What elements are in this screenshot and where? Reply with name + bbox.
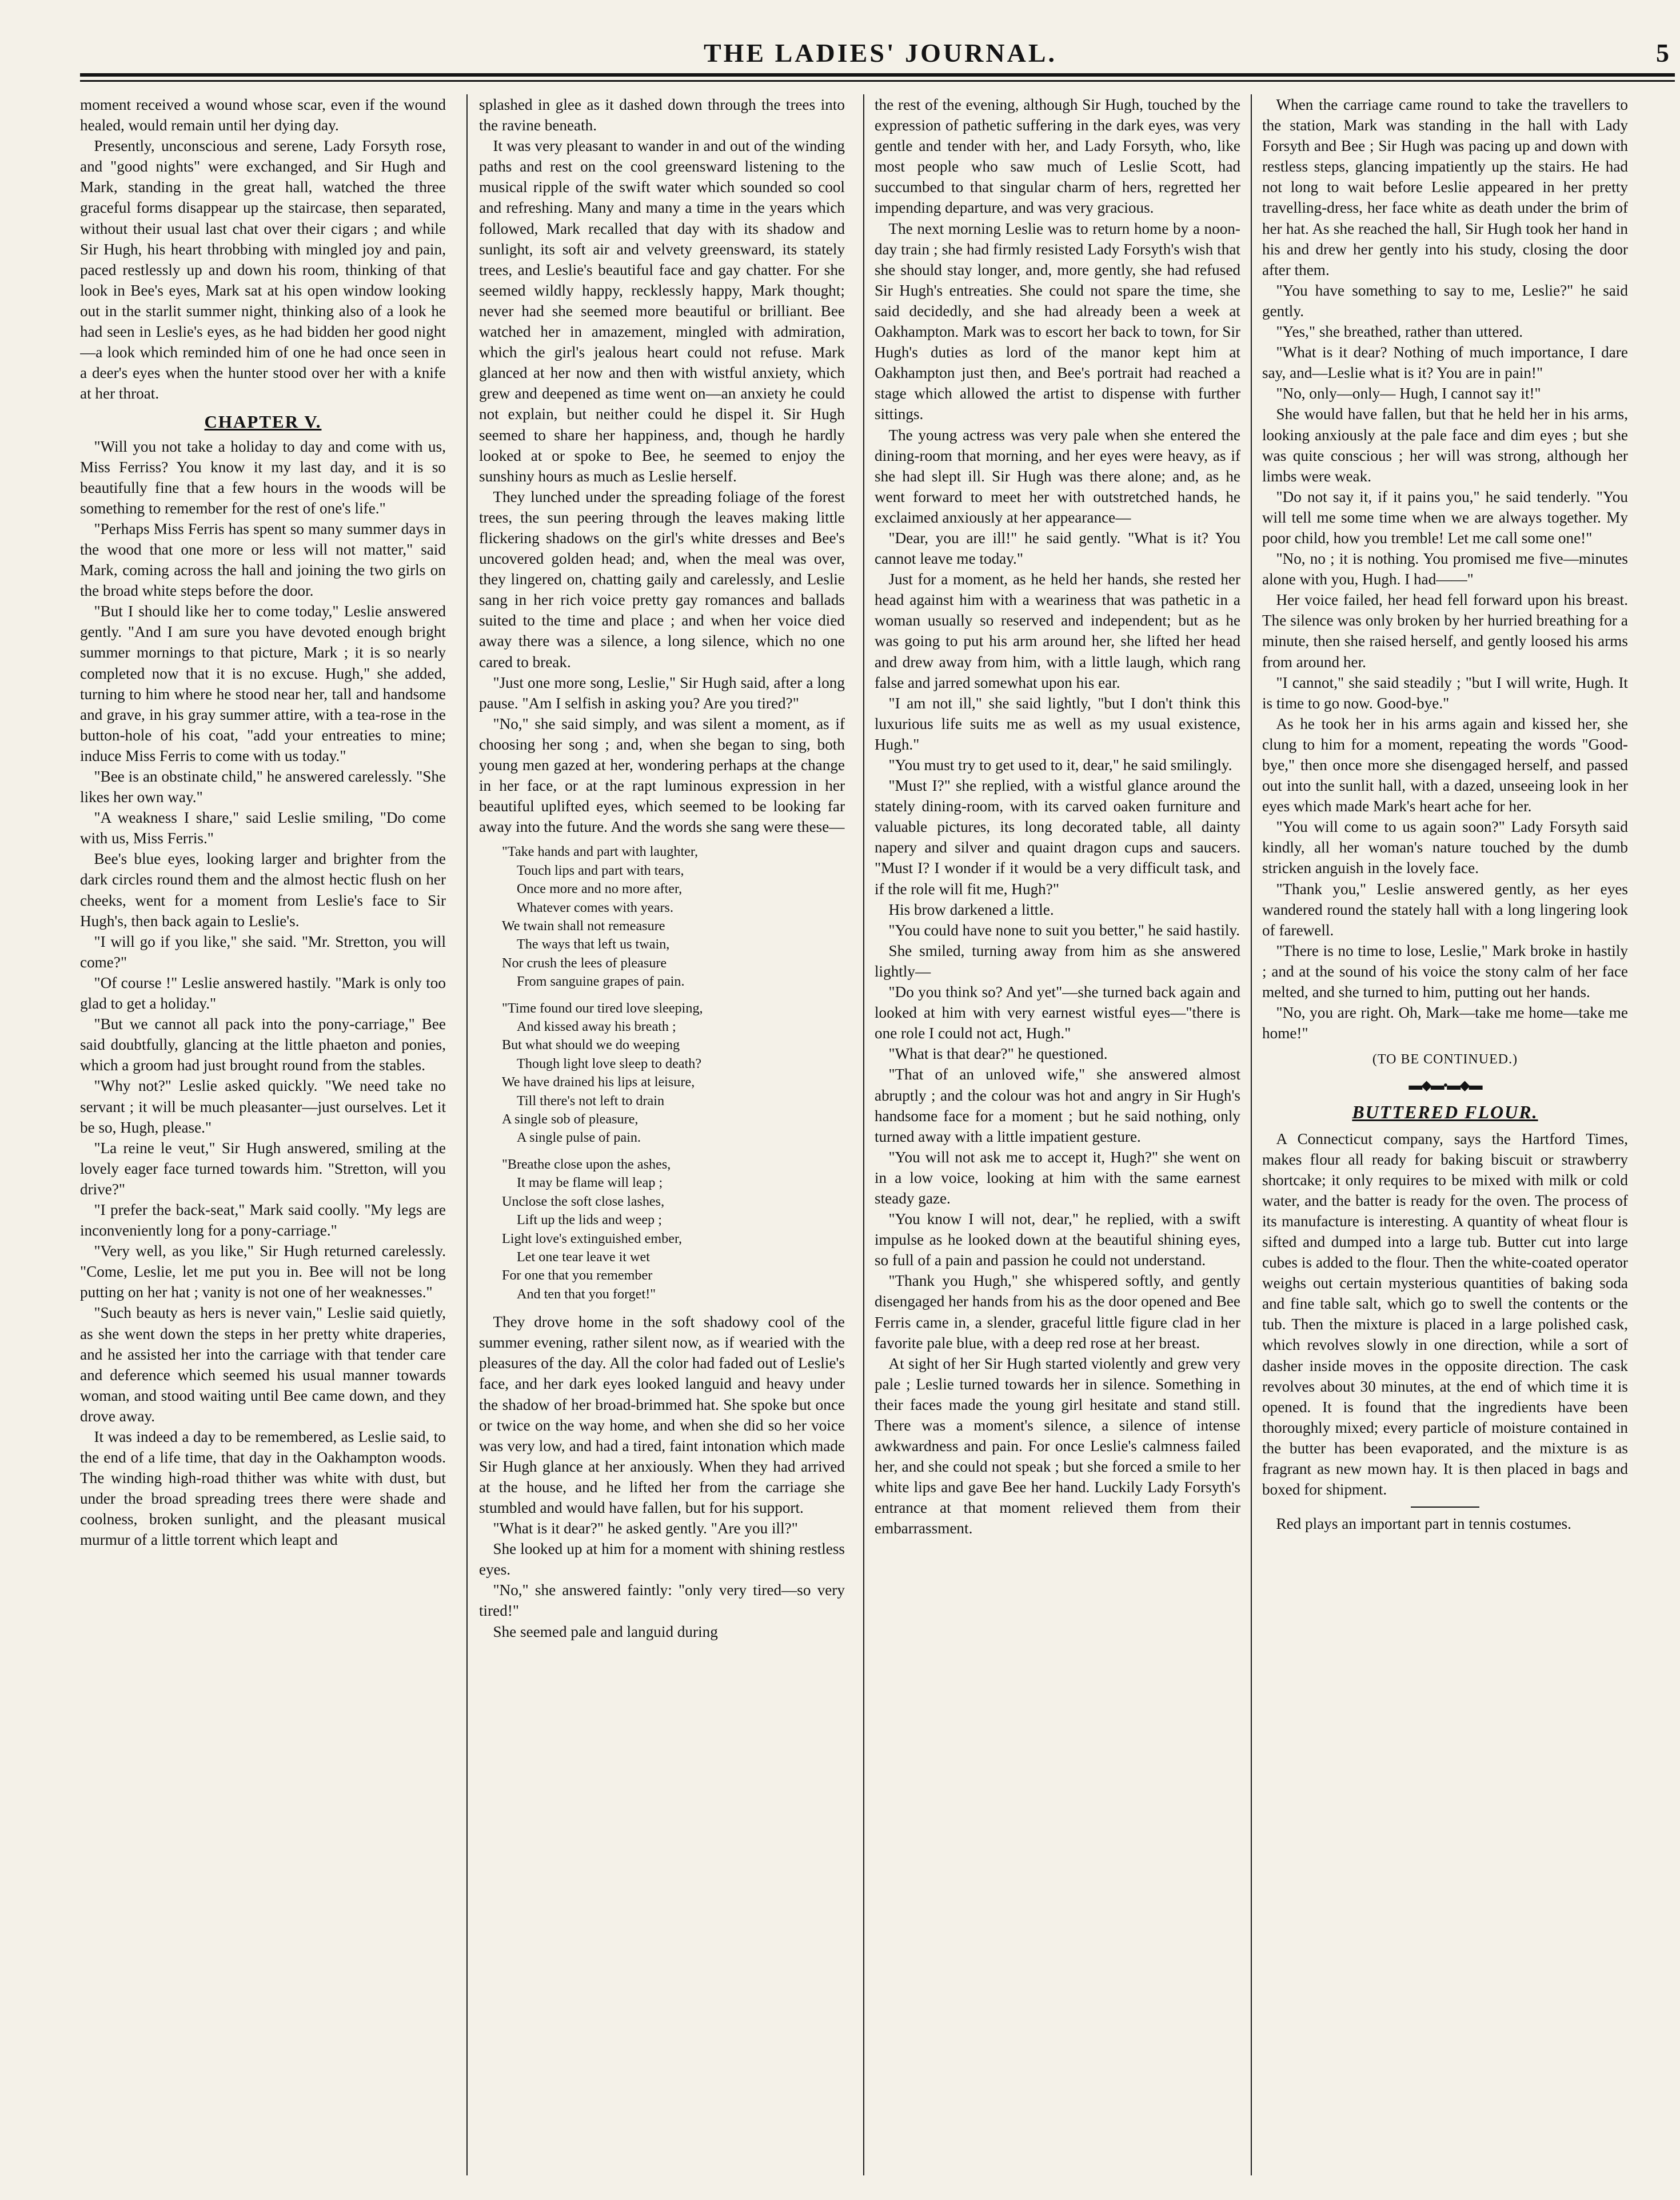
poem-stanza bbox=[502, 1155, 845, 1304]
column-2 bbox=[479, 94, 845, 2175]
paragraph: moment received a wound whose scar, even if the wound healed, would remain until her dying day. bbox=[80, 96, 446, 134]
paragraph: "You must try to get used to it, dear," he said smilingly. bbox=[888, 756, 1232, 774]
paragraph: It was very pleasant to wander in and out of the winding paths and rest on the cool greensward listening to the musical ripple of the swift water which sounded so cool and refreshing. Many and many a time in the years which followed, Mark recalled that day with its shadow and sunlight, its soft air and velvety greensward, its stately trees, and Leslie's beautiful face and gay chatter. For she seemed wildly happy, recklessly happy, Mark thought; never had she seemed more beautiful or brilliant. Bee watched her in amazement, mingled with admiration, which the girl's jealous heart could not refuse. Mark glanced at her now and then with wistful anxiety, which grew and deepened as time went on—an anxiety he could not explain, but neither could he dispel it. Sir Hugh seemed to share her happiness, and, though he hardly looked at or spoke to Bee, he seemed to enjoy the sunshiny hours as much as Leslie herself. bbox=[479, 137, 845, 485]
paragraph: "No, only—only— Hugh, I cannot say it!" bbox=[1276, 385, 1541, 402]
paragraph: "I will go if you like," she said. "Mr. Stretton, you will come?" bbox=[80, 932, 446, 971]
poem-line: A single sob of pleasure, bbox=[502, 1111, 639, 1127]
paragraph: "Do not say it, if it pains you," he said tenderly. "You will tell me some time when we are always together. My poor child, how you tremble! Let me call some one!" bbox=[1262, 488, 1628, 547]
poem-line: "Take hands and part with laughter, bbox=[502, 844, 699, 860]
paragraph: "No," she answered faintly: "only very tired—so very tired!" bbox=[479, 1581, 845, 1620]
paragraph: "Of course !" Leslie answered hastily. "Mark is only too glad to get a holiday." bbox=[80, 974, 446, 1013]
paragraph: They lunched under the spreading foliage of the forest trees, the sun peering through the leaves making little flickering shadows on the girl's white dresses and Bee's uncovered golden head; and, when the meal was over, they lingered on, chatting gaily and carelessly, and Leslie sang in her rich voice pretty gay romances and ballads suited to the time and place ; and when her voice died away there was a silence, a long silence, which no one cared to break. bbox=[479, 488, 845, 671]
paragraph: As he took her in his arms again and kissed her, she clung to him for a moment, repeating the words "Good-bye," then once more she disengaged herself, and passed out into the sunlit hall, with a dazed, unseeing look in her eyes which made Mark's heart ache for her. bbox=[1262, 715, 1628, 815]
poem-line: The ways that left us twain, bbox=[517, 936, 670, 952]
poem-line: Nor crush the lees of pleasure bbox=[502, 955, 667, 971]
journal-title: THE LADIES' JOURNAL. bbox=[703, 38, 1058, 67]
poem-line: Unclose the soft close lashes, bbox=[502, 1193, 665, 1209]
poem-line: "Time found our tired love sleeping, bbox=[502, 1000, 703, 1016]
header-rule-thick bbox=[80, 73, 1675, 77]
continuation-note: (TO BE CONTINUED.) bbox=[1372, 1052, 1518, 1067]
paragraph: "You will come to us again soon?" Lady Forsyth said kindly, all her woman's nature touched by the dumb stricken anguish in the lovely face. bbox=[1262, 818, 1628, 877]
poem bbox=[502, 843, 845, 1304]
column-divider bbox=[1251, 94, 1252, 2175]
paragraph: They drove home in the soft shadowy cool of the summer evening, rather silent now, as if wearied with the pleasures of the day. All the color had faded out of Leslie's face, and her dark eyes looked languid and heavy under the shadow of her broad-brimmed hat. She spoke but once or twice on the way home, and when she did so her voice was very low, and had a tired, faint intonation which made Sir Hugh glance at her anxiously. When they had arrived at the house, and he lifted her from the carriage she stumbled and would have fallen, but for his support. bbox=[479, 1313, 845, 1516]
paragraph: "You could have none to suit you better," he said hastily. bbox=[888, 921, 1240, 939]
paragraph: When the carriage came round to take the travellers to the station, Mark was standing in the hall with Lady Forsyth and Bee ; Sir Hugh was pacing up and down with restless steps, glancing impatiently up the stairs. He had not long to wait before Leslie appeared in her pretty travelling-dress, her face white as death under the brim of her hat. As she reached the hall, Sir Hugh took her hand in his and drew her gently into his study, closing the door after them. bbox=[1262, 96, 1628, 278]
paragraph: "There is no time to lose, Leslie," Mark broke in hastily ; and at the sound of his voice the stony calm of her face melted, and she turned to him, putting out her hands. bbox=[1262, 942, 1628, 1001]
paragraph: splashed in glee as it dashed down through the trees into the ravine beneath. bbox=[479, 96, 845, 134]
separator-rule bbox=[1411, 1506, 1479, 1508]
poem-line: Whatever comes with years. bbox=[517, 899, 674, 915]
paragraph: She looked up at him for a moment with shining restless eyes. bbox=[479, 1540, 845, 1579]
paragraph: Just for a moment, as he held her hands, she rested her head against him with a weariness that was pathetic in a woman usually so reserved and independent; but as he was going to put his arm around her, she lifted her head and drew away from him, with a little laugh, which rang false and jarred somewhat upon his ear. bbox=[875, 571, 1240, 691]
paragraph: The young actress was very pale when she entered the dining-room that morning, and her eyes were heavy, as if she had slept ill. Sir Hugh was there alone; and, as he went forward to meet her with outstretched hands, he exclaimed anxiously at her appearance— bbox=[875, 426, 1240, 526]
paragraph: "What is it dear?" he asked gently. "Are you ill?" bbox=[493, 1520, 798, 1537]
paragraph: "Yes," she breathed, rather than uttered. bbox=[1276, 323, 1523, 341]
paragraph: "I cannot," she said steadily ; "but I will write, Hugh. It is time to go now. Good-bye." bbox=[1262, 673, 1628, 712]
paragraph: "Do you think so? And yet"—she turned back again and looked at him with very earnest wistful eyes—"there is one role I could not act, Hugh." bbox=[875, 983, 1240, 1042]
paragraph: "No, no ; it is nothing. You promised me five—minutes alone with you, Hugh. I had——" bbox=[1262, 550, 1628, 588]
header-rule-thin bbox=[80, 80, 1675, 82]
paragraph: "Such beauty as hers is never vain," Leslie said quietly, as she went down the steps in her pretty white draperies, and he assisted her into the carriage with that tender care and deference which seemed his usual manner towards woman, and stood waiting until Bee came down, and they drove away. bbox=[80, 1304, 446, 1425]
paragraph: "Perhaps Miss Ferris has spent so many summer days in the wood that one more or less will not matter," said Mark, coming across the hall and joining the two girls on the broad white steps before the door. bbox=[80, 520, 446, 600]
poem-line: Let one tear leave it wet bbox=[517, 1249, 651, 1265]
paragraph: "I prefer the back-seat," Mark said coolly. "My legs are inconveniently long for a pony-carriage." bbox=[80, 1201, 446, 1240]
paragraph: "But we cannot all pack into the pony-carriage," Bee said doubtfully, glancing at the little phaeton and ponies, which a groom had just brought round from the stables. bbox=[80, 1015, 446, 1074]
paragraph: "A weakness I share," said Leslie smiling, "Do come with us, Miss Ferris." bbox=[80, 809, 446, 847]
paragraph: "No," she said simply, and was silent a moment, as if choosing her song ; and, when she began to sing, both young men gazed at her, wondering perhaps at the change in her face, or at the rapt luminous expression in her beautiful uplifted eyes, which seemed to be looking far away into the future. And the words she sang were these— bbox=[479, 715, 845, 836]
paragraph: "La reine le veut," Sir Hugh answered, smiling at the lovely eager face turned towards him. "Stretton, will you drive?" bbox=[80, 1139, 446, 1198]
paragraph: His brow darkened a little. bbox=[888, 900, 1054, 918]
paragraph: "Will you not take a holiday to day and come with us, Miss Ferriss? You know it my last day, and it is so beautifully fine that a few hours in the woods will be something to remember for the rest of one's life." bbox=[80, 437, 446, 517]
paragraph: "Bee is an obstinate child," he answered carelessly. "She likes her own way." bbox=[80, 768, 446, 806]
paragraph: "What is it dear? Nothing of much importance, I dare say, and—Leslie what is it? You are in pain!" bbox=[1262, 344, 1628, 382]
ornamental-rule: ▬◆▬•▬◆▬ bbox=[1408, 1078, 1482, 1094]
poem-line: We twain shall not remeasure bbox=[502, 918, 665, 934]
poem-line: It may be flame will leap ; bbox=[517, 1175, 663, 1191]
paragraph: She smiled, turning away from him as she answered lightly— bbox=[875, 942, 1240, 980]
paragraph: A Connecticut company, says the Hartford Times, makes flour all ready for baking biscuit or strawberry shortcake; it only requires to be mixed with milk or cold water, and the batter is ready for the oven. The process of its manufacture is interesting. A quantity of wheat flour is sifted and dumped into a large tub. Butter cut into large cubes is added to the flour. Then the white-coated operator weighs out certain mysterious quantities of baking soda and fine table salt, which go to swell the contents or the tub. Then the mixture is placed in a large polished cask, which revolves slowly in one direction, while a sort of dasher inside moves in the opposite direction. The cask revolves about 30 minutes, at the end of which time it is opened. It is found that the ingredients have been thoroughly mixed; every particle of moisture contained in the butter has been evaporated, and the mixture is as fragrant as new mown hay. It is then placed in bags and boxed for shipment. bbox=[1262, 1130, 1628, 1498]
poem-line: "Breathe close upon the ashes, bbox=[502, 1156, 671, 1172]
poem-line: We have drained his lips at leisure, bbox=[502, 1074, 695, 1090]
paragraph: "Dear, you are ill!" he said gently. "What is it? You cannot leave me today." bbox=[875, 529, 1240, 568]
paragraph: "Must I?" she replied, with a wistful glance around the stately dining-room, with its carved oaken furniture and valuable pictures, its long decorated table, all dainty napery and silver and quaint dragon cups and saucers. "Must I? I wonder if it would be a very difficult task, and if the role will fit me, Hugh?" bbox=[875, 777, 1240, 898]
paragraph: It was indeed a day to be remembered, as Leslie said, to the end of a life time, that day in the Oakhampton woods. The winding high-road thither was white with dust, but under the broad spreading trees there were shade and coolness, broken sunlight, and the pleasant musical murmur of a little torrent which leapt and bbox=[80, 1428, 446, 1549]
column-3 bbox=[875, 94, 1240, 2175]
poem-line: For one that you remember bbox=[502, 1268, 653, 1284]
paragraph: "Thank you," Leslie answered gently, as her eyes wandered round the stately hall with a long lingering look of farewell. bbox=[1262, 880, 1628, 939]
paragraph: Her voice failed, her head fell forward upon his breast. The silence was only broken by her hurried breathing for a minute, then she raised herself, and gently loosed his arms from around her. bbox=[1262, 591, 1628, 671]
poem-line: Once more and no more after, bbox=[517, 881, 683, 897]
paragraph: "Why not?" Leslie asked quickly. "We need take no servant ; it will be much pleasanter—just ourselves. Let it be so, Hugh, please." bbox=[80, 1077, 446, 1136]
poem-stanza bbox=[502, 999, 845, 1147]
paragraph: At sight of her Sir Hugh started violently and grew very pale ; Leslie turned towards her in silence. Something in their faces made the young girl hesitate and stand still. There was a moment's silence, a silence of intense awkwardness and pain. For once Leslie's calmness failed her, and she could not speak ; but she forced a smile to her white lips and gave Bee her hand. Luckily Lady Forsyth's entrance at that moment relieved them from their embarrassment. bbox=[875, 1354, 1240, 1537]
paragraph: "Thank you Hugh," she whispered softly, and gently disengaged her hands from his as the door opened and Bee Ferris came in, a slender, graceful little figure clad in her favorite pale blue, with a deep red rose at her breast. bbox=[875, 1272, 1240, 1352]
paragraph: the rest of the evening, although Sir Hugh, touched by the expression of pathetic suffering in the dark eyes, was very gentle and tender with her, and Lady Forsyth, who, like most people who saw much of Leslie Scott, had succumbed to that singular charm of hers, regretted her impending departure, and was very gracious. bbox=[875, 96, 1240, 217]
poem-line: Touch lips and part with tears, bbox=[517, 862, 684, 878]
paragraph: She would have fallen, but that he held her in his arms, looking anxiously at the pale face and dim eyes ; but she was quite conscious ; her will was strong, although her limbs were weak. bbox=[1262, 405, 1628, 485]
paragraph: "Just one more song, Leslie," Sir Hugh said, after a long pause. "Am I selfish in asking you? Are you tired?" bbox=[479, 673, 845, 712]
poem-line: And kissed away his breath ; bbox=[517, 1019, 676, 1035]
paragraph: "You know I will not, dear," he replied, with a swift impulse as he looked down at the beautiful shining eyes, so full of a pain and passion he could not understand. bbox=[875, 1210, 1240, 1269]
paragraph: "Very well, as you like," Sir Hugh returned carelessly. "Come, Leslie, let me put you in. Bee will not be long putting on her hat ; vanity is not one of her weaknesses." bbox=[80, 1242, 446, 1301]
poem-line: From sanguine grapes of pain. bbox=[517, 974, 685, 990]
article-heading: BUTTERED FLOUR. bbox=[1352, 1102, 1538, 1123]
page-number: 5 bbox=[1656, 38, 1669, 67]
paragraph: The next morning Leslie was to return home by a noon-day train ; she had firmly resisted Lady Forsyth's wish that she should stay longer, and, more gently, she had refused Sir Hugh's entreaties. She could not spare the time, she said decidedly, and she had already been a week at Oakhampton. Mark was to escort her back to town, for Sir Hugh's duties as lord of the manor kept him at Oakhampton just then, and Bee's portrait had reached a stage which allowed the artist to dispense with further sittings. bbox=[875, 220, 1240, 423]
poem-stanza bbox=[502, 843, 845, 991]
column-divider bbox=[863, 94, 864, 2175]
column-divider bbox=[466, 94, 468, 2175]
paragraph: Bee's blue eyes, looking larger and brighter from the dark circles round them and the almost hectic flush on her cheeks, went for a moment from Leslie's face to Sir Hugh's, then back again to Leslie's. bbox=[80, 850, 446, 930]
poem-line: Light love's extinguished ember, bbox=[502, 1230, 683, 1246]
column-4 bbox=[1262, 94, 1628, 2175]
paragraph: "What is that dear?" he questioned. bbox=[888, 1045, 1108, 1063]
poem-line: A single pulse of pain. bbox=[517, 1130, 641, 1146]
poem-line: Lift up the lids and weep ; bbox=[517, 1212, 662, 1228]
paragraph: "No, you are right. Oh, Mark—take me home—take me home!" bbox=[1262, 1004, 1628, 1042]
chapter-heading: CHAPTER V. bbox=[204, 412, 322, 432]
paragraph: She seemed pale and languid during bbox=[493, 1623, 718, 1640]
poem-line: And ten that you forget!" bbox=[517, 1286, 656, 1302]
poem-line: Till there's not left to drain bbox=[517, 1093, 665, 1109]
paragraph: "But I should like her to come today," Leslie answered gently. "And I am sure you have devoted enough bright summer mornings to that picture, Mark ; it is so nearly completed now that it is no excuse. Hugh," she added, turning to him where he stood near her, tall and handsome and grave, in his gray summer attire, with a tea-rose in the button-hole of his coat, "add your entreaties to mine; induce Miss Ferris to come with us today." bbox=[80, 603, 446, 764]
poem-line: But what should we do weeping bbox=[502, 1037, 680, 1053]
paragraph: "That of an unloved wife," she answered almost abruptly ; and the colour was hot and angry in Sir Hugh's handsome face for a moment ; but he said nothing, only turned away with a little impatient gesture. bbox=[875, 1066, 1240, 1145]
paragraph: "You will not ask me to accept it, Hugh?" she went on in a low voice, looking at him with the same earnest steady gaze. bbox=[875, 1148, 1240, 1207]
paragraph: "You have something to say to me, Leslie?" he said gently. bbox=[1262, 281, 1628, 320]
paragraph: "I am not ill," she said lightly, "but I don't think this luxurious life suits me as well as my usual existence, Hugh." bbox=[875, 694, 1240, 753]
paragraph: Red plays an important part in tennis costumes. bbox=[1276, 1515, 1571, 1533]
paragraph: Presently, unconscious and serene, Lady Forsyth rose, and "good nights" were exchanged, and Sir Hugh and Mark, standing in the great hall, watched the three graceful forms disappear up the staircase, then separated, without their usual last chat over their cigars ; and while Sir Hugh, his heart throbbing with mingled joy and pain, paced restlessly up and down his room, thinking of that look in Bee's eyes, Mark sat at his open window looking out in the starlit summer night, thinking also of a look he had seen in Leslie's eyes, as he had bidden her good night—a look which reminded him of one he had once seen in a deer's eyes when the hunter stood over her with a knife at her throat. bbox=[80, 137, 446, 402]
column-1 bbox=[80, 94, 446, 2175]
poem-line: Though light love sleep to death? bbox=[517, 1055, 702, 1071]
